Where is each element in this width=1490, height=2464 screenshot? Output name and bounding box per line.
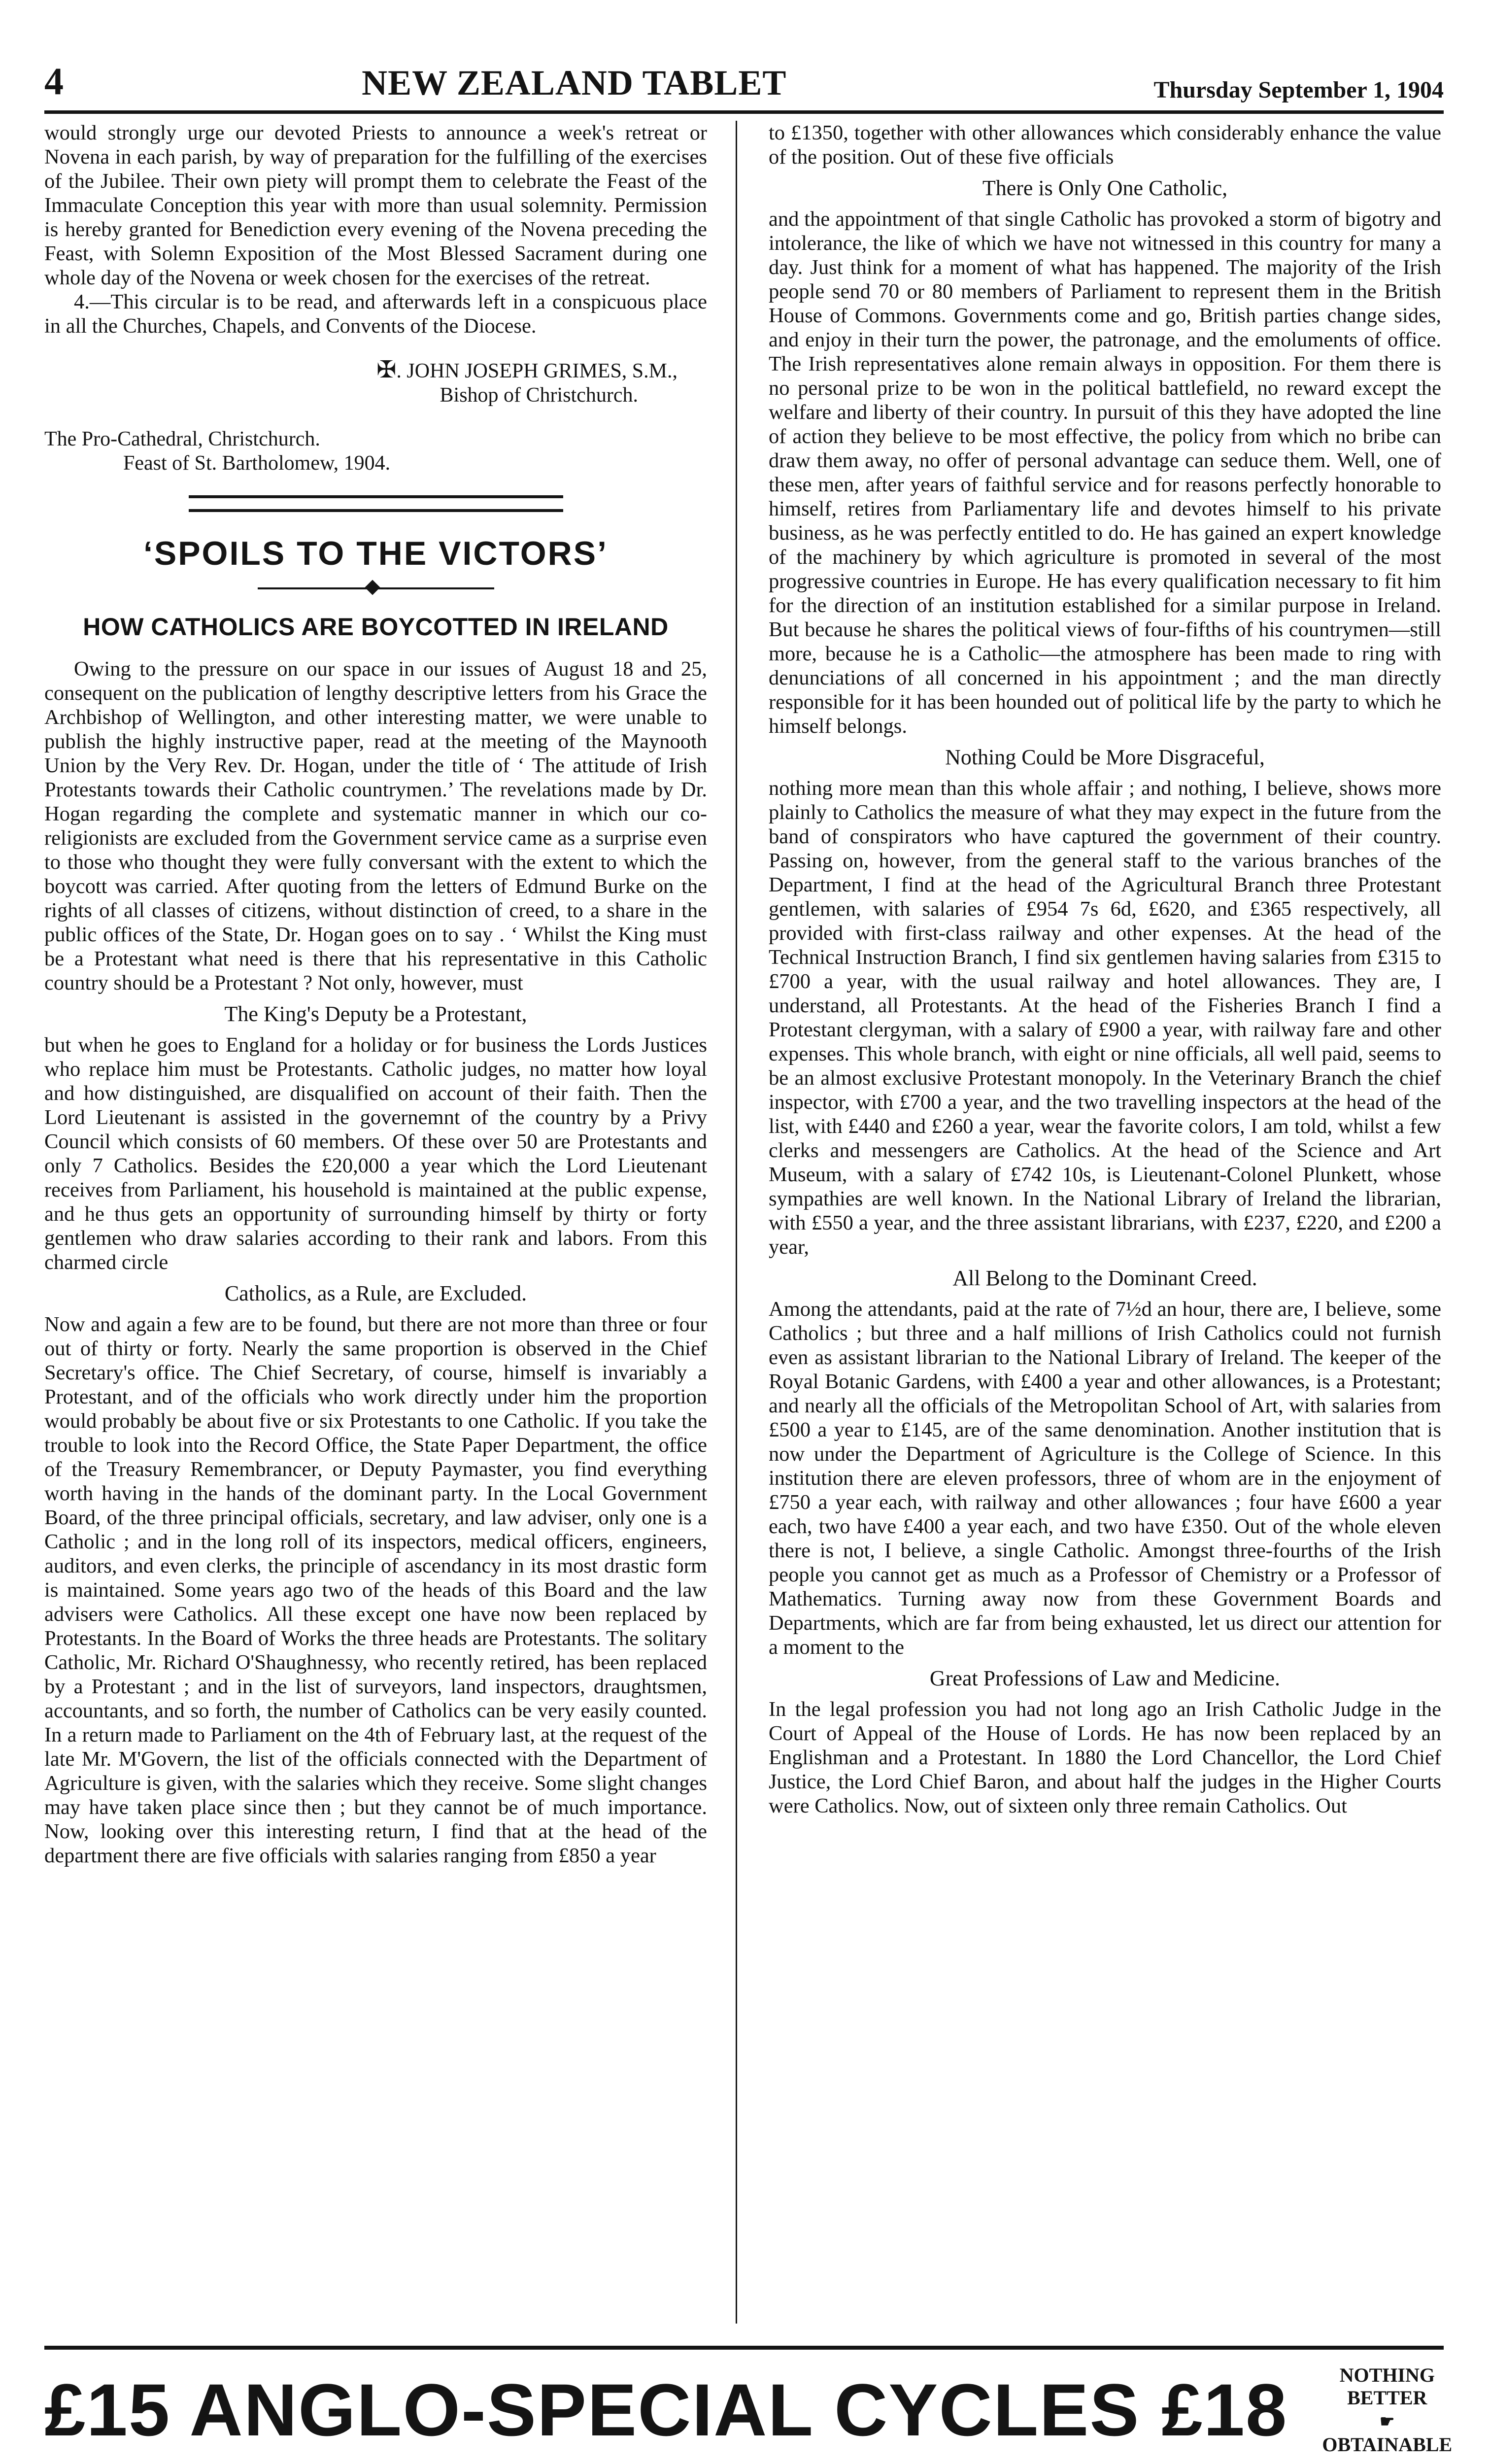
dateline-place: The Pro-Cathedral, Christchurch. <box>44 428 320 450</box>
article-subhead: There is Only One Catholic, <box>982 176 1228 200</box>
cycles-advertisement: £15 ANGLO-SPECIAL CYCLES £18 <box>44 2368 1288 2451</box>
article-paragraph: Now and again a few are to be found, but there are not more than three or four out of thirty or forty. Nearly the same proportion is observed in the Chief Secretary's office. The Chief Secretary, of course, himself is invariably a Protestant, and of the officials who work directly under him the proportion would probably be about five or six Protestants to one Catholic. If you take the trouble to look into the Record Office, the State Paper Department, the office of the Treasury Remembrancer, or Deputy Paymaster, you find everything worth having in the hands of the dominant party. In the Local Government Board, of the three principal officials, secretary, and law adviser, only one is a Catholic ; and in the long roll of its inspectors, medical officers, engineers, auditors, and even clerks, the principle of ascendancy in its most drastic form is maintained. Some years ago two of the heads of this Board and the law advisers were Catholics. All these except one have now been replaced by Protestants. In the Board of Works the three heads are Protestants. The solitary Catholic, Mr. Richard O'Shaughnessy, who recently retired, has been replaced by a Protestant ; and in the list of surveyors, land inspectors, draughtsmen, accountants, and so forth, the number of Catholics can be very easily counted. In a return made to Parliament on the 4th of February last, at the request of the late Mr. M'Govern, the list of the officials connected with the Department of Agriculture is given, with the salaries which they receive. Some slight changes may have taken place since then ; but they cannot be of much importance. Now, looking over this interesting return, I find that at the head of the department there are five officials with salaries ranging from £850 a year <box>44 1313 707 1867</box>
footer-divider <box>44 2346 1444 2350</box>
article-paragraph: to £1350, together with other allowances which considerably enhance the value of the position. Out of these five officials <box>769 121 1441 169</box>
article-paragraph: Among the attendants, paid at the rate of 7½d an hour, there are, I believe, some Catholics ; but three and a half millions of Irish Catholics could not furnish even as assistant librarian to the National Library of Ireland. The keeper of the Royal Botanic Gardens, with £400 a year and other allowances, is a Protestant; and nearly all the officials of the Metropolitan School of Art, with salaries from £500 a year to £145, are of the same denomination. Another institution that is now under the Department of Agriculture is the College of Science. In this institution there are eleven professors, three of whom are in the enjoyment of £750 a year each, with railway and other allowances ; four have £600 a year each, two have £400 a year each, and two have £350. Out of the whole eleven there is not, I believe, a single Catholic. Amongst three-fourths of the Irish people you cannot get as much as a Professor of Chemistry or a Professor of Mathematics. Turning away now from these Government Boards and Departments, which are far from being exhausted, let us direct our attention for a moment to the <box>769 1298 1441 1659</box>
ornament-divider <box>258 581 494 595</box>
article-subheadline: HOW CATHOLICS ARE BOYCOTTED IN IRELAND <box>83 613 669 641</box>
dateline-feast: Feast of St. Bartholomew, 1904. <box>123 452 391 475</box>
pointing-hand-icon: ☛ <box>1380 2412 1395 2431</box>
masthead <box>44 30 1444 114</box>
cross-icon: ✠ <box>376 357 397 383</box>
pastoral-paragraph: 4.—This circular is to be read, and afterwards left in a conspicuous place in all the Churches, Chapels, and Convents of the Diocese. <box>44 290 707 338</box>
diamond-icon <box>365 580 380 595</box>
article-paragraph: nothing more mean than this whole affair ; and nothing, I believe, shows more plainly to Catholics the measure of what they may expect in the future from the band of conspirators who have captured the government of their country. Passing on, however, from the general staff to the various branches of the Department, I find at the head of the Agricultural Branch three Protestant gentlemen, with salaries of £954 7s 6d, £620, and £365 respectively, all provided with first-class railway and other expenses. At the head of the Technical Instruction Branch, I find six gentlemen having salaries from £315 to £700 a year, with the usual railway and hotel allowances. They are, I understand, all Protestants. At the head of the Fisheries Branch I find a Protestant clergyman, with a salary of £900 a year, with railway fare and other expenses. This whole branch, with eight or nine officials, all well paid, seems to be an almost exclusive Protestant monopoly. In the Veterinary Branch the chief inspector, with £700 a year, and the two travelling inspectors at the head of the list, with £440 and £260 a year, wear the favorite colors, I am told, whilst a few clerks and messengers are Catholics. At the head of the Science and Art Museum, with a salary of £742 10s, is Lieutenant-Colonel Plunkett, whose sympathies are well known. In the National Library of Ireland the librarian, with £550 a year, and the three assistant librarians, with £237, £220, and £200 a year, <box>769 777 1441 1259</box>
article-paragraph: but when he goes to England for a holiday or for business the Lords Justices who replace him must be Protestants. Catholic judges, no matter how loyal and how distinguished, are disqualified on account of their faith. Then the Lord Lieutenant is assisted in the governemnt of the country by a Privy Council which consists of 60 members. Of these over 50 are Protestants and only 7 Catholics. Besides the £20,000 a year which the Lord Lieutenant receives from Parliament, his household is maintained at the public expense, and he thus gets an opportunity of surrounding himself by thirty or forty gentlemen who draw salaries according to their rank and labors. From this charmed circle <box>44 1033 707 1274</box>
article-subhead: The King's Deputy be a Protestant, <box>224 1002 527 1026</box>
article-subhead: Great Professions of Law and Medicine. <box>929 1666 1281 1690</box>
signature <box>44 358 707 383</box>
pastoral-paragraph: would strongly urge our devoted Priests to announce a week's retreat or Novena in each parish, by way of preparation for the fulfilling of the exercises of the Jubilee. Their own piety will prompt them to celebrate the Feast of the Immaculate Conception this year with more than usual solemnity. Permission is hereby granted for Benediction every evening of the Novena preceding the Feast, with Solemn Exposition of the Most Blessed Sacrament during one whole day of the Novena or week chosen for the exercises of the retreat. <box>44 121 707 289</box>
page-number: 4 <box>44 60 64 103</box>
article-subhead: Nothing Could be More Disgraceful, <box>945 745 1265 769</box>
article-paragraph: and the appointment of that single Catholic has provoked a storm of bigotry and intolerance, the like of which we have not witnessed in this country for many a day. Just think for a moment of what has happened. The majority of the Irish people send 70 or 80 members of Parliament to represent them in the British House of Commons. Governments come and go, British parties change sides, and enjoy in their turn the power, the patronage, and the emoluments of office. The Irish representatives alone remain always in opposition. For them there is no personal prize to be won in the political battlefield, no reward except the welfare and liberty of their country. In pursuit of this they have adopted the line of action they believe to be most effective, the policy from which no bribe can draw them away, no offer of personal advantage can seduce them. Well, one of these men, after years of faithful service and for reasons perfectly honorable to himself, retires from Parliamentary life and devotes himself to his private business, as he was perfectly entitled to do. He has gained an expert knowledge of the machinery by which agriculture is promoted in several of the most progressive countries in Europe. He has every qualification necessary to fit him for the direction of an institution established for a similar purpose in Ireland. But because he shares the political views of four-fifths of his countrymen—still more, because he is a Catholic—the atmosphere has been made to ring with denunciations of all concerned in his appointment ; and the man directly responsible for it has been hounded out of political life by the party to which he himself belongs. <box>769 207 1441 738</box>
signature-title: Bishop of Christchurch. <box>440 384 638 407</box>
signature-name: . JOHN JOSEPH GRIMES, S.M., <box>396 360 677 382</box>
newspaper-title: NEW ZEALAND TABLET <box>362 63 787 103</box>
issue-date: Thursday September 1, 1904 <box>1153 77 1444 103</box>
right-column <box>769 121 1441 2324</box>
article-paragraph: In the legal profession you had not long ago an Irish Catholic Judge in the Court of Appeal of the House of Lords. He has now been replaced by an Englishman and a Protestant. In 1880 the Lord Chancellor, the Lord Chief Justice, the Lord Chief Baron, and about half the judges in the Higher Courts were Catholics. Now, out of sixteen only three remain Catholics. Out <box>769 1698 1441 1817</box>
article-subhead: Catholics, as a Rule, are Excluded. <box>224 1281 527 1305</box>
column-rule <box>736 121 737 2324</box>
ad-tagline <box>1322 2364 1452 2456</box>
ad-tagline-line-2: OBTAINABLE <box>1322 2433 1453 2456</box>
left-column <box>44 121 707 2324</box>
article-headline: ‘SPOILS TO THE VICTORS’ <box>143 535 609 572</box>
article-paragraph: Owing to the pressure on our space in our issues of August 18 and 25, consequent on the publication of lengthy descriptive letters from his Grace the Archbishop of Wellington, and other interesting matter, we were unable to publish the highly instructive paper, read at the meeting of the Maynooth Union by the Very Rev. Dr. Hogan, under the title of ‘ The attitude of Irish Protestants towards their Catholic countrymen.’ The revelations made by Dr. Hogan regarding the complete and systematic manner in which our co-religionists are excluded from the Government service came as a surprise even to those who thought they were fully conversant with the extent to which the boycott was carried. After quoting from the letters of Edmund Burke on the rights of all classes of citizens, without distinction of creed, to a share in the public offices of the State, Dr. Hogan goes on to say . ‘ Whilst the King must be a Protestant what need is there that his representative in this Catholic country should be a Protestant ? Not only, however, must <box>44 657 707 994</box>
section-divider <box>189 495 563 512</box>
ad-tagline-line-1: NOTHING BETTER <box>1339 2363 1435 2409</box>
article-subhead: All Belong to the Dominant Creed. <box>952 1266 1257 1290</box>
footer-advertisement <box>44 2361 1453 2459</box>
